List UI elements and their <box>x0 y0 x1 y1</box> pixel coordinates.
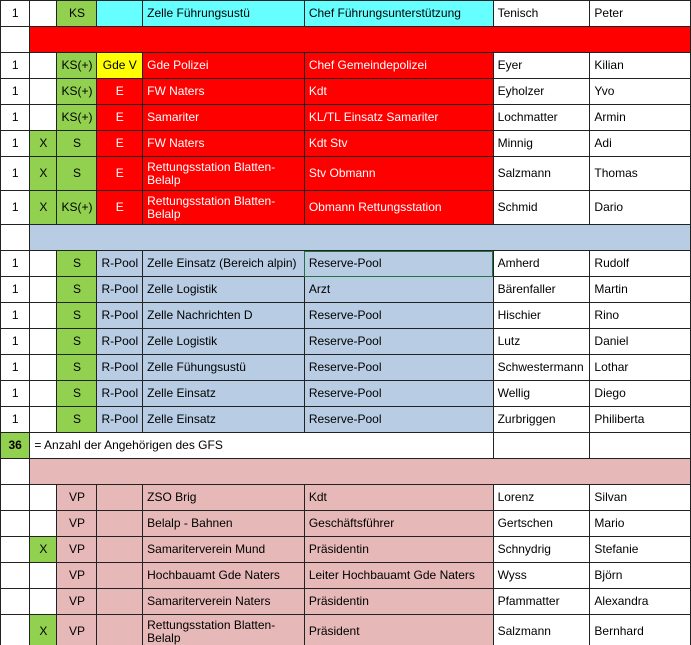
unit-cell[interactable]: Zelle Einsatz (Bereich alpin) <box>143 251 305 277</box>
category-cell[interactable]: S <box>57 131 97 157</box>
count-cell[interactable]: 1 <box>1 303 30 329</box>
band-cell[interactable] <box>30 225 691 251</box>
lastname-cell[interactable]: Hischier <box>493 303 590 329</box>
band-count-cell[interactable] <box>1 27 30 53</box>
table-row <box>1 157 691 191</box>
table-row <box>1 1 691 27</box>
unit-cell[interactable]: Zelle Logistik <box>143 329 305 355</box>
count-cell[interactable]: 1 <box>1 105 30 131</box>
type-cell[interactable] <box>97 615 143 645</box>
category-cell[interactable]: KS(+) <box>57 79 97 105</box>
firstname-cell[interactable]: Dario <box>590 191 691 225</box>
firstname-cell[interactable]: Martin <box>590 277 691 303</box>
lastname-cell[interactable]: Eyer <box>493 53 590 79</box>
unit-cell[interactable]: Samariter <box>143 105 305 131</box>
role-cell[interactable]: Reserve-Pool <box>304 303 493 329</box>
unit-cell[interactable]: Zelle Führungsustü <box>143 1 305 27</box>
category-cell[interactable]: KS(+) <box>57 53 97 79</box>
count-cell[interactable]: 1 <box>1 1 30 27</box>
unit-cell[interactable]: Zelle Einsatz <box>143 407 305 433</box>
table-row <box>1 329 691 355</box>
role-cell[interactable]: Reserve-Pool <box>304 355 493 381</box>
count-cell[interactable] <box>1 589 30 615</box>
category-cell[interactable]: S <box>57 407 97 433</box>
role-cell[interactable]: Kdt <box>304 79 493 105</box>
count-cell[interactable]: 1 <box>1 407 30 433</box>
flag-cell[interactable] <box>30 329 57 355</box>
lastname-cell[interactable]: Lorenz <box>493 485 590 511</box>
lastname-cell[interactable]: Schwestermann <box>493 355 590 381</box>
unit-cell[interactable]: Belalp - Bahnen <box>143 511 305 537</box>
flag-cell[interactable] <box>30 1 57 27</box>
category-cell[interactable]: S <box>57 355 97 381</box>
table-row <box>1 485 691 511</box>
table-row <box>1 615 691 645</box>
unit-cell[interactable]: Samariterverein Mund <box>143 537 305 563</box>
role-cell[interactable]: Leiter Hochbauamt Gde Naters <box>304 563 493 589</box>
category-cell[interactable]: S <box>57 381 97 407</box>
count-cell[interactable]: 1 <box>1 191 30 225</box>
lastname-cell[interactable]: Wyss <box>493 563 590 589</box>
category-cell[interactable]: VP <box>57 537 97 563</box>
section-band <box>1 459 691 485</box>
firstname-cell[interactable]: Diego <box>590 381 691 407</box>
role-cell[interactable]: Reserve-Pool <box>304 251 493 277</box>
unit-cell[interactable]: Rettungsstation Blatten-Belalp <box>143 615 305 645</box>
type-cell[interactable]: R-Pool <box>97 329 143 355</box>
type-cell[interactable]: R-Pool <box>97 251 143 277</box>
lastname-cell[interactable]: Lochmatter <box>493 105 590 131</box>
type-cell[interactable]: E <box>97 79 143 105</box>
section-band <box>1 225 691 251</box>
table-row <box>1 53 691 79</box>
table-row <box>1 511 691 537</box>
role-cell[interactable]: Chef Führungsunterstützung <box>304 1 493 27</box>
count-cell[interactable]: 1 <box>1 53 30 79</box>
firstname-cell[interactable]: Bernhard <box>590 615 691 645</box>
role-cell[interactable]: Präsident <box>304 615 493 645</box>
category-cell[interactable]: KS(+) <box>57 105 97 131</box>
role-cell[interactable]: Präsidentin <box>304 589 493 615</box>
table-row <box>1 303 691 329</box>
type-cell[interactable] <box>97 1 143 27</box>
category-cell[interactable]: S <box>57 329 97 355</box>
category-cell[interactable]: S <box>57 303 97 329</box>
category-cell[interactable]: VP <box>57 511 97 537</box>
section-band <box>1 27 691 53</box>
lastname-cell[interactable]: Salzmann <box>493 157 590 191</box>
lastname-cell[interactable]: Gertschen <box>493 511 590 537</box>
table-row <box>1 79 691 105</box>
unit-cell[interactable]: Samariterverein Naters <box>143 589 305 615</box>
type-cell[interactable]: R-Pool <box>97 277 143 303</box>
flag-cell[interactable] <box>30 563 57 589</box>
unit-cell[interactable]: Zelle Nachrichten D <box>143 303 305 329</box>
flag-cell[interactable]: X <box>30 537 57 563</box>
firstname-cell[interactable]: Kilian <box>590 53 691 79</box>
unit-cell[interactable]: Gde Polizei <box>143 53 305 79</box>
unit-cell[interactable]: Zelle Fühungsustü <box>143 355 305 381</box>
table-row <box>1 191 691 225</box>
total-label-cell[interactable]: = Anzahl der Angehörigen des GFS <box>30 433 493 459</box>
table-row <box>1 407 691 433</box>
lastname-cell[interactable]: Tenisch <box>493 1 590 27</box>
unit-cell[interactable]: Zelle Einsatz <box>143 381 305 407</box>
role-cell[interactable]: Obmann Rettungsstation <box>304 191 493 225</box>
count-cell[interactable]: 1 <box>1 329 30 355</box>
type-cell[interactable] <box>97 563 143 589</box>
category-cell[interactable]: VP <box>57 615 97 645</box>
empty-cell[interactable] <box>493 433 590 459</box>
type-cell[interactable] <box>97 485 143 511</box>
table-row <box>1 381 691 407</box>
category-cell[interactable]: S <box>57 277 97 303</box>
type-cell[interactable]: R-Pool <box>97 407 143 433</box>
unit-cell[interactable]: FW Naters <box>143 79 305 105</box>
type-cell[interactable]: R-Pool <box>97 355 143 381</box>
flag-cell[interactable] <box>30 105 57 131</box>
table-row <box>1 563 691 589</box>
role-cell[interactable]: KL/TL Einsatz Samariter <box>304 105 493 131</box>
lastname-cell[interactable]: Zurbriggen <box>493 407 590 433</box>
category-cell[interactable]: S <box>57 157 97 191</box>
type-cell[interactable]: E <box>97 191 143 225</box>
role-cell[interactable]: Reserve-Pool <box>304 329 493 355</box>
band-cell[interactable] <box>30 27 691 53</box>
count-cell[interactable]: 1 <box>1 157 30 191</box>
unit-cell[interactable]: Rettungsstation Blatten-Belalp <box>143 191 305 225</box>
firstname-cell[interactable]: Thomas <box>590 157 691 191</box>
firstname-cell[interactable]: Adi <box>590 131 691 157</box>
lastname-cell[interactable]: Lutz <box>493 329 590 355</box>
lastname-cell[interactable]: Wellig <box>493 381 590 407</box>
table-row <box>1 251 691 277</box>
category-cell[interactable]: VP <box>57 589 97 615</box>
lastname-cell[interactable]: Amherd <box>493 251 590 277</box>
flag-cell[interactable]: X <box>30 131 57 157</box>
role-cell[interactable]: Kdt <box>304 485 493 511</box>
firstname-cell[interactable]: Rudolf <box>590 251 691 277</box>
count-cell[interactable] <box>1 485 30 511</box>
role-cell[interactable]: Chef Gemeindepolizei <box>304 53 493 79</box>
flag-cell[interactable] <box>30 277 57 303</box>
type-cell[interactable]: Gde V <box>97 53 143 79</box>
band-cell[interactable] <box>30 459 691 485</box>
table-row <box>1 355 691 381</box>
unit-cell[interactable]: Rettungsstation Blatten-Belalp <box>143 157 305 191</box>
count-cell[interactable]: 1 <box>1 251 30 277</box>
lastname-cell[interactable]: Schnydrig <box>493 537 590 563</box>
flag-cell[interactable] <box>30 251 57 277</box>
role-cell[interactable]: Präsidentin <box>304 537 493 563</box>
category-cell[interactable]: S <box>57 251 97 277</box>
lastname-cell[interactable]: Bärenfaller <box>493 277 590 303</box>
table-row <box>1 105 691 131</box>
flag-cell[interactable] <box>30 511 57 537</box>
type-cell[interactable]: E <box>97 105 143 131</box>
type-cell[interactable]: R-Pool <box>97 303 143 329</box>
role-cell[interactable]: Arzt <box>304 277 493 303</box>
role-cell[interactable]: Kdt Stv <box>304 131 493 157</box>
table-row <box>1 537 691 563</box>
type-cell[interactable] <box>97 511 143 537</box>
firstname-cell[interactable]: Lothar <box>590 355 691 381</box>
count-cell[interactable]: 1 <box>1 79 30 105</box>
flag-cell[interactable]: X <box>30 615 57 645</box>
firstname-cell[interactable]: Mario <box>590 511 691 537</box>
table-row <box>1 277 691 303</box>
count-cell[interactable]: 1 <box>1 277 30 303</box>
role-cell[interactable]: Geschäftsführer <box>304 511 493 537</box>
firstname-cell[interactable]: Rino <box>590 303 691 329</box>
unit-cell[interactable]: Zelle Logistik <box>143 277 305 303</box>
flag-cell[interactable]: X <box>30 157 57 191</box>
role-cell[interactable]: Reserve-Pool <box>304 407 493 433</box>
firstname-cell[interactable]: Armin <box>590 105 691 131</box>
unit-cell[interactable]: FW Naters <box>143 131 305 157</box>
count-cell[interactable] <box>1 511 30 537</box>
lastname-cell[interactable]: Minnig <box>493 131 590 157</box>
flag-cell[interactable]: X <box>30 191 57 225</box>
role-cell[interactable]: Stv Obmann <box>304 157 493 191</box>
lastname-cell[interactable]: Eyholzer <box>493 79 590 105</box>
lastname-cell[interactable]: Pfammatter <box>493 589 590 615</box>
firstname-cell[interactable]: Daniel <box>590 329 691 355</box>
firstname-cell[interactable]: Philiberta <box>590 407 691 433</box>
type-cell[interactable]: E <box>97 131 143 157</box>
total-row <box>1 433 691 459</box>
category-cell[interactable]: VP <box>57 485 97 511</box>
band-count-cell[interactable] <box>1 459 30 485</box>
role-cell[interactable]: Reserve-Pool <box>304 381 493 407</box>
count-cell[interactable] <box>1 537 30 563</box>
band-count-cell[interactable] <box>1 225 30 251</box>
type-cell[interactable]: E <box>97 157 143 191</box>
unit-cell[interactable]: Hochbauamt Gde Naters <box>143 563 305 589</box>
firstname-cell[interactable]: Peter <box>590 1 691 27</box>
category-cell[interactable]: VP <box>57 563 97 589</box>
firstname-cell[interactable]: Björn <box>590 563 691 589</box>
flag-cell[interactable] <box>30 79 57 105</box>
lastname-cell[interactable]: Salzmann <box>493 615 590 645</box>
count-cell[interactable]: 1 <box>1 355 30 381</box>
table-row <box>1 589 691 615</box>
total-count-cell[interactable]: 36 <box>1 433 30 459</box>
unit-cell[interactable]: ZSO Brig <box>143 485 305 511</box>
category-cell[interactable]: KS <box>57 1 97 27</box>
category-cell[interactable]: KS(+) <box>57 191 97 225</box>
firstname-cell[interactable]: Stefanie <box>590 537 691 563</box>
flag-cell[interactable] <box>30 485 57 511</box>
flag-cell[interactable] <box>30 355 57 381</box>
count-cell[interactable]: 1 <box>1 131 30 157</box>
firstname-cell[interactable]: Alexandra <box>590 589 691 615</box>
flag-cell[interactable] <box>30 303 57 329</box>
flag-cell[interactable] <box>30 589 57 615</box>
count-cell[interactable]: 1 <box>1 381 30 407</box>
type-cell[interactable]: R-Pool <box>97 381 143 407</box>
count-cell[interactable] <box>1 615 30 645</box>
flag-cell[interactable] <box>30 53 57 79</box>
flag-cell[interactable] <box>30 407 57 433</box>
table-row <box>1 131 691 157</box>
type-cell[interactable] <box>97 537 143 563</box>
count-cell[interactable] <box>1 563 30 589</box>
flag-cell[interactable] <box>30 381 57 407</box>
firstname-cell[interactable]: Silvan <box>590 485 691 511</box>
lastname-cell[interactable]: Schmid <box>493 191 590 225</box>
empty-cell[interactable] <box>590 433 691 459</box>
firstname-cell[interactable]: Yvo <box>590 79 691 105</box>
type-cell[interactable] <box>97 589 143 615</box>
